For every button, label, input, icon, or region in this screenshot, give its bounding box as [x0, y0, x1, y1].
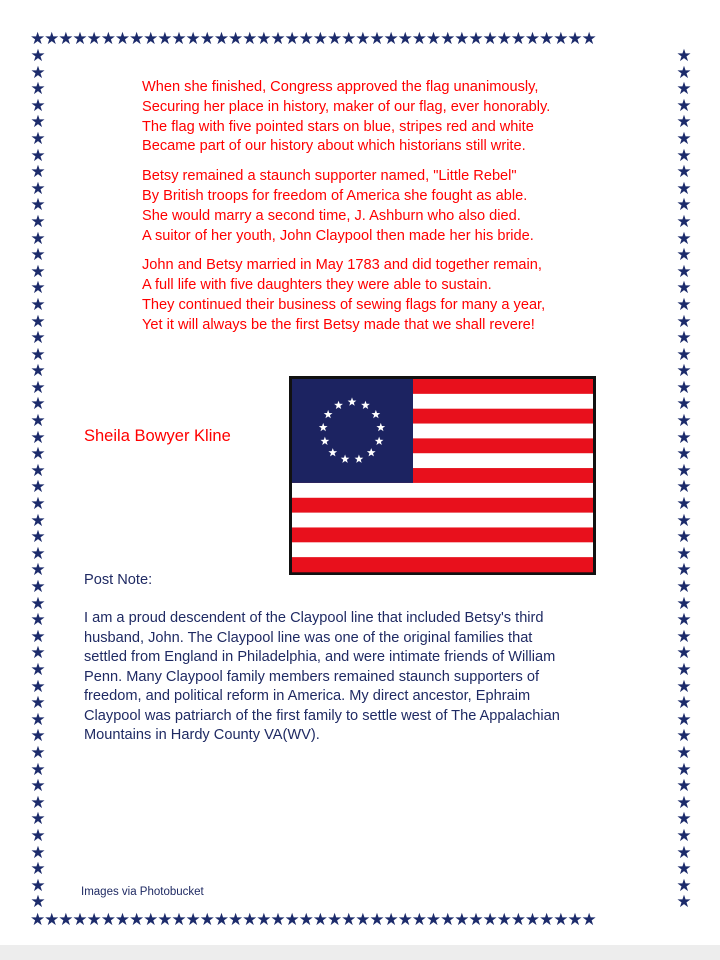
- post-note-title: Post Note:: [84, 572, 153, 588]
- post-note-line: husband, John. The Claypool line was one of the original families that: [84, 629, 533, 646]
- flag-canton: [292, 379, 413, 483]
- flag-stripe: [292, 483, 593, 498]
- flag-stripe: [292, 542, 593, 557]
- poem-line: Became part of our history about which historians still write.: [142, 138, 526, 155]
- image-credit: Images via Photobucket: [81, 886, 204, 898]
- poem-line: Yet it will always be the first Betsy made that we shall revere!: [142, 316, 535, 333]
- author-name: Sheila Bowyer Kline: [84, 427, 231, 445]
- star-border-left: ★ ★ ★ ★ ★ ★ ★ ★ ★ ★ ★ ★ ★ ★ ★ ★ ★ ★ ★ ★ ★ ★ ★ ★ ★ ★ ★ ★ ★ ★ ★ ★ ★ ★ ★ ★ ★ ★ ★ ★ ★ ★ ★ ★ ★ ★ ★ ★ ★ ★ ★ ★: [30, 48, 46, 910]
- poem-line: Betsy remained a staunch supporter named, "Little Rebel": [142, 168, 517, 185]
- poem-line: Securing her place in history, maker of our flag, ever honorably.: [142, 98, 551, 115]
- flag-stripe: [292, 498, 593, 513]
- poem-line: When she finished, Congress approved the flag unanimously,: [142, 79, 539, 95]
- post-note-line: Mountains in Hardy County VA(WV).: [84, 727, 320, 743]
- post-note-line: Claypool was patriarch of the first family to settle west of The Appalachian: [84, 707, 560, 724]
- poem-line: They continued their business of sewing flags for many a year,: [142, 296, 546, 313]
- flag-image: [289, 376, 596, 575]
- page-bottom-margin: [0, 945, 720, 960]
- star-border-right: ★ ★ ★ ★ ★ ★ ★ ★ ★ ★ ★ ★ ★ ★ ★ ★ ★ ★ ★ ★ ★ ★ ★ ★ ★ ★ ★ ★ ★ ★ ★ ★ ★ ★ ★ ★ ★ ★ ★ ★ ★ ★ ★ ★ ★ ★ ★ ★ ★ ★ ★ ★: [676, 48, 692, 910]
- poem-line: The flag with five pointed stars on blue, stripes red and white: [142, 118, 534, 135]
- flag-stripe: [292, 557, 593, 572]
- post-note-body: [84, 609, 644, 746]
- flag-stripe: [292, 527, 593, 542]
- star-border-top: ★★★★★★★★★★★★★★★★★★★★★★★★★★★★★★★★★★★★★★★★: [30, 29, 596, 49]
- poem-line: A full life with five daughters they were able to sustain.: [142, 277, 492, 294]
- poem-line: By British troops for freedom of America she fought as able.: [142, 187, 528, 204]
- poem-line: John and Betsy married in May 1783 and did together remain,: [142, 257, 542, 274]
- post-note-line: I am a proud descendent of the Claypool line that included Betsy's third: [84, 610, 544, 626]
- poem: [142, 78, 642, 346]
- poem-line: A suitor of her youth, John Claypool then made her his bride.: [142, 227, 534, 244]
- poem-stanza-2: [142, 167, 642, 246]
- star-border-bottom: ★★★★★★★★★★★★★★★★★★★★★★★★★★★★★★★★★★★★★★★★: [30, 910, 596, 930]
- poem-stanza-1: [142, 78, 642, 157]
- poem-stanza-3: [142, 256, 642, 335]
- poem-line: She would marry a second time, J. Ashburn who also died.: [142, 207, 521, 224]
- post-note-line: settled from England in Philadelphia, and were intimate friends of William: [84, 649, 556, 665]
- flag-stripe: [292, 513, 593, 528]
- post-note-line: Penn. Many Claypool family members remained staunch supporters of: [84, 668, 540, 685]
- post-note-line: freedom, and political reform in America. My direct ancestor, Ephraim: [84, 688, 531, 704]
